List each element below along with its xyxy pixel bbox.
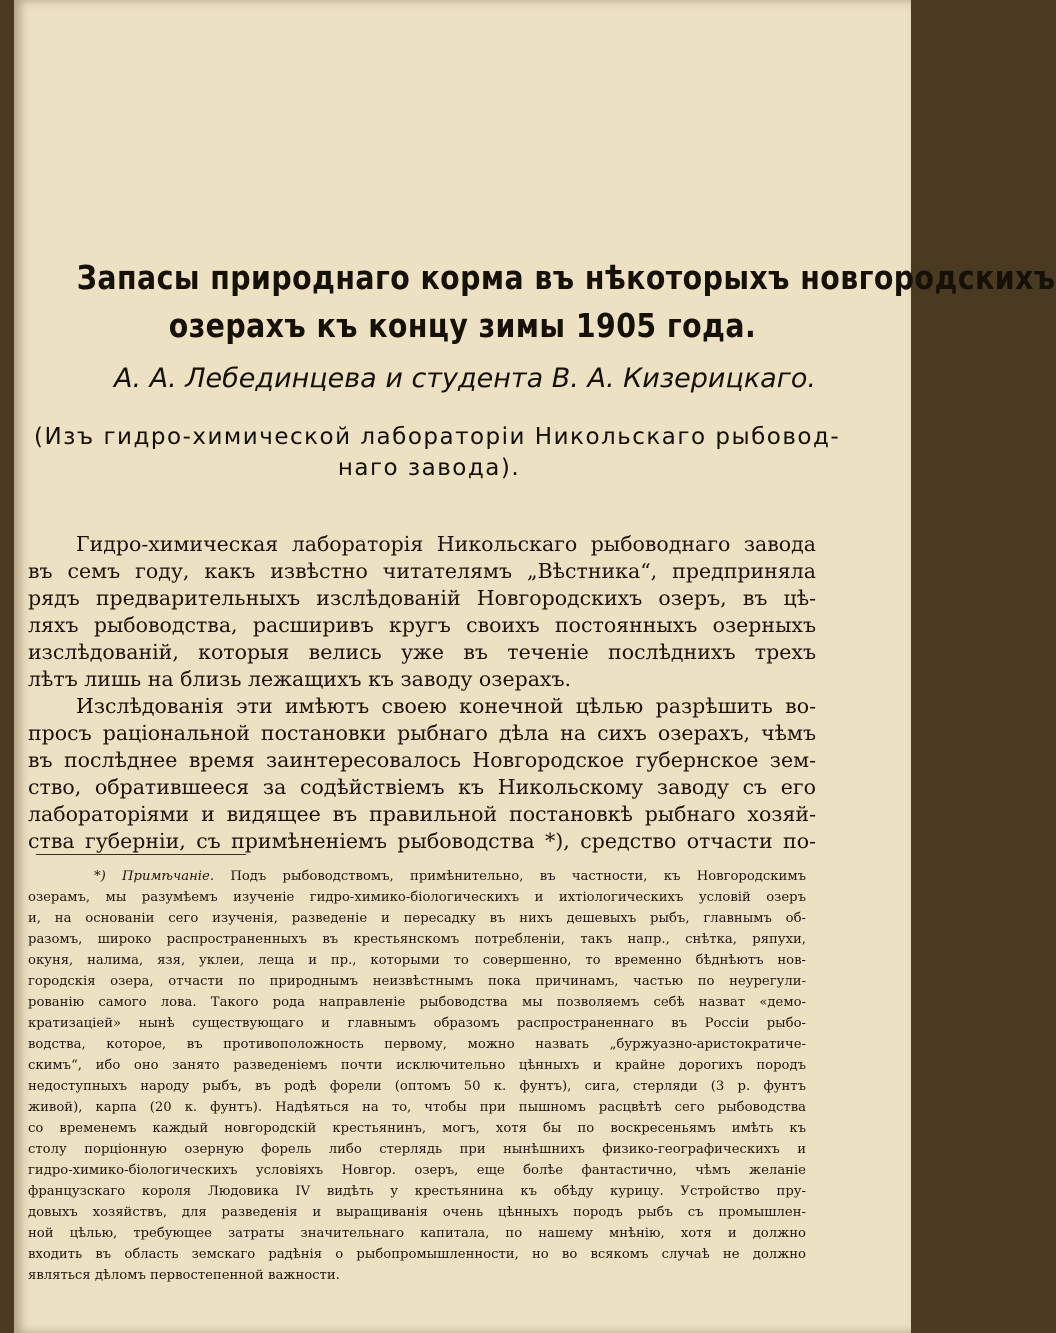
article-title-line-1: Запасы природнаго корма въ нѣкоторыхъ новгородскихъ [76, 258, 1056, 297]
footnote-line: рованію самого лова. Такого рода направленіе рыбоводства мы позволяемъ себѣ назват «демо- [28, 995, 806, 1010]
footnote-line: и, на основаніи сего изученія, разведеніе и пересадку въ нихъ дешевыхъ рыбъ, главнымъ об- [28, 911, 806, 926]
footnote-line: кратизаціей» нынѣ существующаго и главнымъ образомъ распространеннаго въ Россіи рыбо- [28, 1016, 806, 1031]
body-line: въ послѣднее время заинтересовалось Новгородское губернское зем- [28, 748, 816, 772]
article-authors: А. А. Лебединцева и студента В. А. Кизерицкаго. [113, 363, 816, 394]
footnote-line-first [94, 866, 806, 887]
body-line: лабораторіями и видящее въ правильной постановкѣ рыбнаго хозяй- [28, 802, 816, 826]
footnote-line: гидро-химико-біологическихъ условіяхъ Новгор. озеръ, еще болѣе фантастично, чѣмъ желаніе [28, 1163, 806, 1178]
footnote-line: скимъ“, ибо оно занято разведеніемъ почти исключительно цѣнныхъ и крайне дорогихъ породъ [28, 1058, 806, 1073]
body-line: ство, обратившееся за содѣйствіемъ къ Никольскому заводу съ его [28, 775, 816, 799]
footnote-line: окуня, налима, язя, уклеи, леща и пр., которыми то совершенно, то временно бѣднѣютъ нов- [28, 953, 806, 968]
article-subtitle-line-1: (Изъ гидро-химической лабораторіи Никольскаго рыбовод- [34, 424, 841, 450]
body-line: ляхъ рыбоводства, расширивъ кругъ своихъ постоянныхъ озерныхъ [28, 613, 816, 637]
body-line: Изслѣдованія эти имѣютъ своею конечной цѣлью разрѣшить во- [76, 694, 816, 718]
body-line: ства губерніи, съ примѣненіемъ рыбоводства *), средство отчасти по- [28, 829, 816, 853]
footnote-line: являться дѣломъ первостепенной важности. [28, 1268, 340, 1283]
footnote-line: озерамъ, мы разумѣемъ изученіе гидро-химико-біологическихъ и ихтіологическихъ условій озеръ [28, 890, 806, 905]
body-line: просъ раціональной постановки рыбнаго дѣла на сихъ озерахъ, чѣмъ [28, 721, 816, 745]
footnote-line: входить въ область земскаго радѣнія о рыбопромышленности, но во всякомъ случаѣ не должно [28, 1247, 806, 1262]
body-line: лѣтъ лишь на близь лежащихъ къ заводу озерахъ. [28, 667, 572, 691]
footnote-line: водства, которое, въ противоположность первому, можно назвать „буржуазно-аристократиче- [28, 1037, 806, 1052]
footnote-lead: *) Примѣчаніе. [94, 869, 215, 884]
footnote-line: французскаго короля Людовика IV видѣть у крестьянина къ обѣду курицу. Устройство пру- [28, 1184, 806, 1199]
footnote-line: довыхъ хозяйствъ, для разведенія и выращиванія очень цѣнныхъ породъ рыбъ съ промышлен- [28, 1205, 806, 1220]
footnote-line: ной цѣлью, требующее затраты значительнаго капитала, по нашему мнѣнію, хотя и должно [28, 1226, 806, 1241]
body-line: изслѣдованій, которыя велись уже въ теченіе послѣднихъ трехъ [28, 640, 816, 664]
body-line: рядъ предварительныхъ изслѣдованій Новгородскихъ озеръ, въ цѣ- [28, 586, 816, 610]
footnote-line: недоступныхъ народу рыбъ, въ родѣ форели (оптомъ 50 к. фунтъ), сига, стерляди (3 р. фунтъ [28, 1079, 806, 1094]
footnote-line: разомъ, широко распространенныхъ въ крестьянскомъ потребленіи, такъ напр., снѣтка, ряпухи, [28, 932, 806, 947]
footnote-line: со временемъ каждый новгородскій крестьянинъ, могъ, хотя бы по воскресеньямъ имѣть къ [28, 1121, 806, 1136]
body-line: Гидро-химическая лабораторія Никольскаго рыбоводнаго завода [76, 532, 816, 556]
article-title-line-2: озерахъ къ концу зимы 1905 года. [168, 306, 757, 345]
footnote-line: городскія озера, отчасти по природнымъ неизвѣстнымъ пока причинамъ, частью по неурегули- [28, 974, 806, 989]
footnote-line: живой), карпа (20 к. фунтъ). Надѣяться на то, чтобы при пышномъ расцвѣтѣ сего рыбоводства [28, 1100, 806, 1115]
footnote-text: Подъ рыбоводствомъ, примѣнительно, въ частности, къ Новгородскимъ [230, 869, 806, 884]
footnote-line: столу порціонную озерную форель либо стерлядь при нынѣшнихъ физико-географическихъ и [28, 1142, 806, 1157]
article-subtitle-line-2: наго завода). [337, 455, 521, 481]
footnote-rule [36, 854, 246, 855]
body-line: въ семъ году, какъ извѣстно читателямъ „Вѣстника“, предприняла [28, 559, 816, 583]
document-page [14, 0, 1056, 1333]
